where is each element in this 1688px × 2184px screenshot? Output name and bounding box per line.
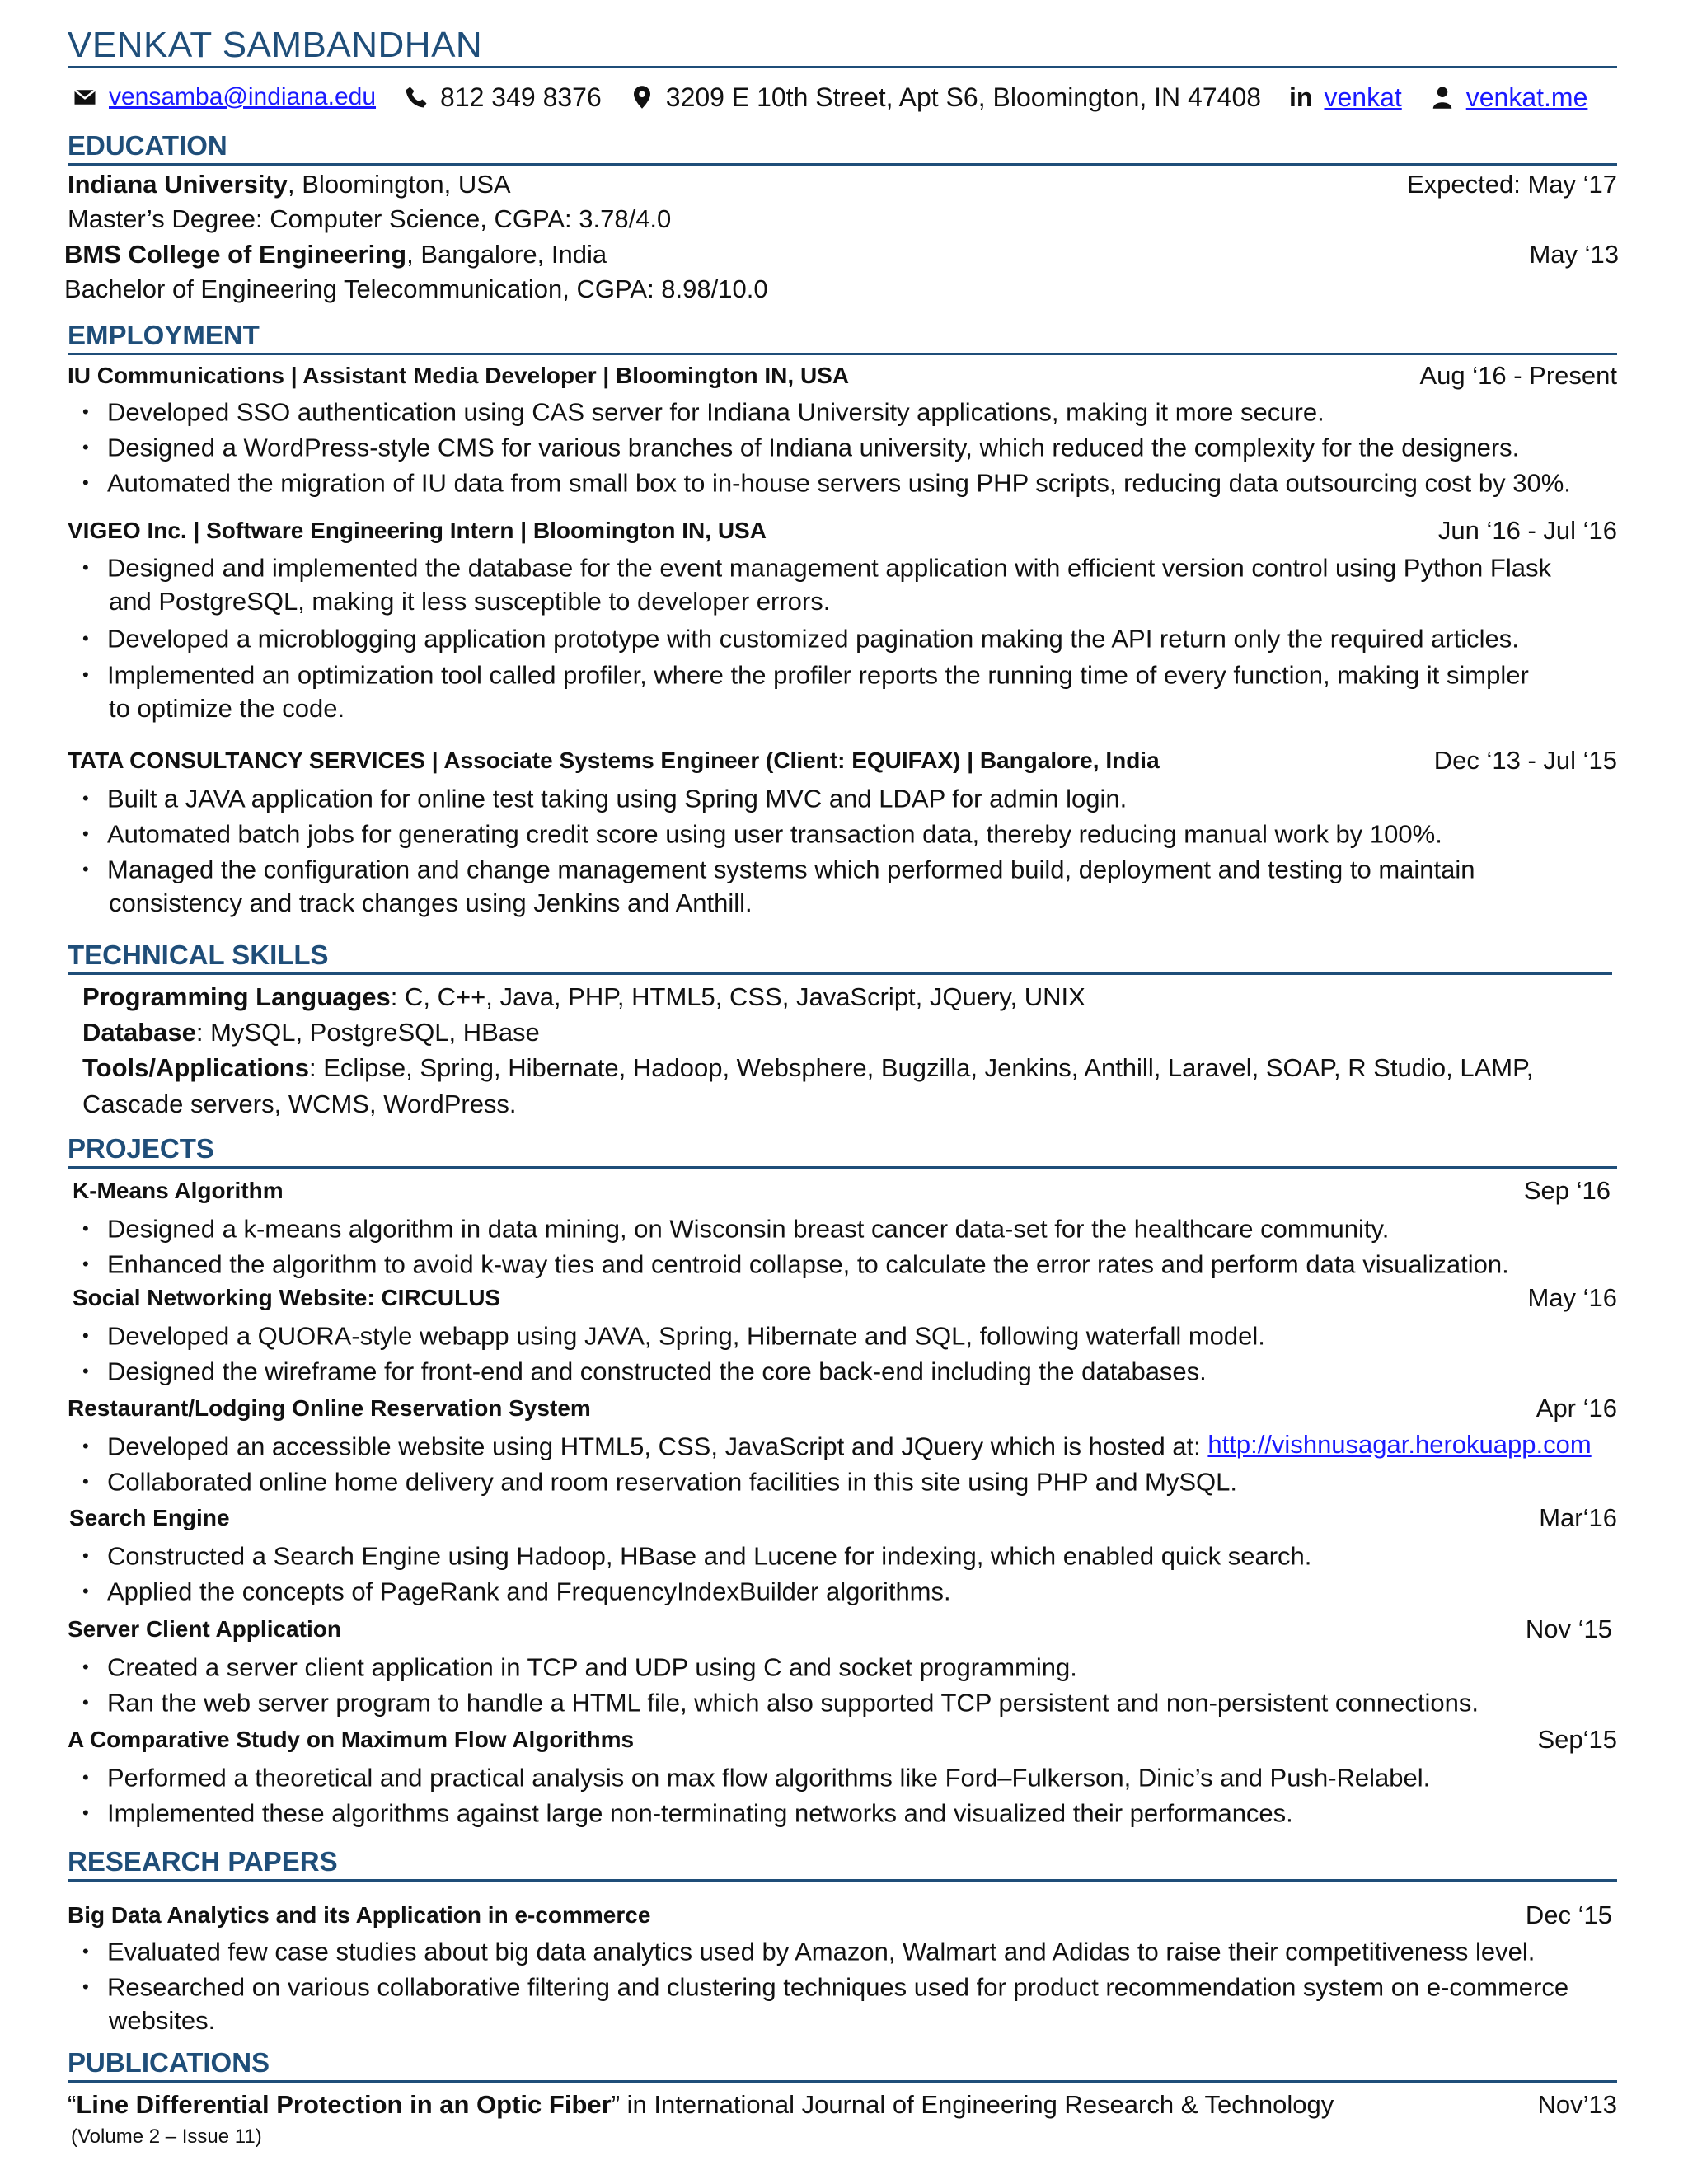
list-item: • Designed and implemented the database for the event management application with efficient version control using Python Flask [82,553,1551,583]
skill-row-database: Database: MySQL, PostgreSQL, HBase [82,1018,540,1047]
job-title: VIGEO Inc. | Software Engineering Intern | Bloomington IN, USA [68,518,767,543]
list-item: • Developed a microblogging application prototype with customized pagination making the API return only the required articles. [82,624,1519,654]
research-heading: Big Data Analytics and its Application in e-commerce Dec ‘15 [68,1900,1612,1929]
list-item: • Evaluated few case studies about big data analytics used by Amazon, Walmart and Adidas to raise their competitiveness level. [82,1937,1536,1966]
list-item-continuation: websites. [109,2006,216,2035]
list-item: • Automated the migration of IU data from small box to in-house servers using PHP scripts, reducing data outsourcing cost by 30%. [82,468,1571,498]
list-item: • Designed a WordPress-style CMS for various branches of Indiana university, which reduced the complexity for the designers. [82,433,1520,462]
list-item: • Designed a k-means algorithm in data mining, on Wisconsin breast cancer data-set for the healthcare community. [82,1214,1390,1244]
job-heading [68,359,1617,392]
list-item: • Created a server client application in TCP and UDP using C and socket programming. [82,1652,1077,1682]
contact-bar [73,79,1622,115]
list-item: • Built a JAVA application for online test taking using Spring MVC and LDAP for admin login. [82,784,1128,813]
project-heading: Server Client Application Nov ‘15 [68,1615,1612,1643]
list-item: • Ran the web server program to handle a HTML file, which also supported TCP persistent and non-persistent connections. [82,1688,1479,1718]
job-heading [68,744,1617,777]
job-date: Aug ‘16 - Present [1419,361,1617,390]
hosted-site-link[interactable]: http://vishnusagar.herokuapp.com [1207,1430,1592,1459]
school-name: Indiana University [68,170,288,199]
job-title: TATA CONSULTANCY SERVICES | Associate Systems Engineer (Client: EQUIFAX) | Bangalore, India [68,748,1160,773]
section-publications-title: PUBLICATIONS [68,2047,1617,2083]
list-item-continuation: and PostgreSQL, making it less susceptible to developer errors. [109,587,831,616]
skill-row-continuation: Cascade servers, WCMS, WordPress. [82,1090,517,1118]
map-pin-icon [630,85,654,110]
section-projects-title: PROJECTS [68,1133,1617,1169]
linkedin-icon: in [1289,82,1313,112]
publication-row: “Line Differential Protection in an Optic Fiber” in International Journal of Engineering Research & Technology Nov’13 [68,2088,1617,2121]
publication-date: Nov’13 [1537,2090,1617,2119]
list-item: • Implemented an optimization tool called profiler, where the profiler reports the running time of every function, making it simpler [82,660,1529,690]
list-item-continuation: to optimize the code. [109,694,345,723]
project-heading: Restaurant/Lodging Online Reservation System Apr ‘16 [68,1394,1617,1422]
project-heading: A Comparative Study on Maximum Flow Algorithms Sep‘15 [68,1725,1617,1754]
job-title: IU Communications | Assistant Media Developer | Bloomington IN, USA [68,363,850,388]
list-item: • Researched on various collaborative filtering and clustering techniques used for product recommendation system on e-commerce [82,1972,1569,2002]
candidate-name: VENKAT SAMBANDHAN [68,25,483,65]
contact-address [630,82,1261,113]
list-item: • Developed a QUORA-style webapp using JAVA, Spring, Hibernate and SQL, following waterfall model. [82,1321,1265,1351]
section-employment-title: EMPLOYMENT [68,320,1617,355]
section-education-title: EDUCATION [68,130,1617,166]
contact-linkedin [1289,82,1402,113]
list-item: • Managed the configuration and change management systems which performed build, deployment and testing to maintain [82,855,1475,884]
section-research-title: RESEARCH PAPERS [68,1846,1617,1882]
publication-volume: (Volume 2 – Issue 11) [71,2125,262,2148]
linkedin-link[interactable]: venkat [1324,82,1402,112]
user-icon [1430,85,1455,110]
address-text: 3209 E 10th Street, Apt S6, Bloomington, IN 47408 [665,82,1262,112]
list-item: • Developed SSO authentication using CAS server for Indiana University applications, making it more secure. [82,397,1325,427]
list-item: • Designed the wireframe for front-end and constructed the core back-end including the databases. [82,1357,1207,1386]
phone-icon [404,85,429,110]
job-heading [68,514,1617,547]
project-heading: Social Networking Website: CIRCULUS May ‘16 [73,1283,1617,1312]
name-rule [68,66,1617,68]
degree-text: Bachelor of Engineering Telecommunication, CGPA: 8.98/10.0 [64,274,768,303]
education-row-1 [68,168,1617,201]
project-heading: Search Engine Mar‘16 [69,1503,1617,1532]
list-item: • Collaborated online home delivery and room reservation facilities in this site using PHP and MySQL. [82,1467,1238,1497]
list-item: • Developed an accessible website using HTML5, CSS, JavaScript and JQuery which is hosted at: http://vishnusagar.herokuapp.com [82,1430,1592,1461]
contact-website [1430,82,1588,113]
education-date: Expected: May ‘17 [1406,170,1617,199]
list-item-continuation: consistency and track changes using Jenkins and Anthill. [109,888,753,917]
list-item: • Constructed a Search Engine using Hadoop, HBase and Lucene for indexing, which enabled quick search. [82,1541,1312,1571]
list-item: • Applied the concepts of PageRank and FrequencyIndexBuilder algorithms. [82,1577,951,1606]
list-item: • Enhanced the algorithm to avoid k-way ties and centroid collapse, to calculate the error rates and perform data visualization. [82,1249,1509,1279]
publication-title: Line Differential Protection in an Optic Fiber [76,2090,612,2119]
skill-row-tools: Tools/Applications: Eclipse, Spring, Hibernate, Hadoop, Websphere, Bugzilla, Jenkins, Anthill, Laravel, SOAP, R Studio, LAMP, [82,1053,1534,1082]
section-skills-title: TECHNICAL SKILLS [68,940,1612,975]
education-date: May ‘13 [1529,240,1619,269]
contact-phone [404,82,602,113]
job-date: Jun ‘16 - Jul ‘16 [1437,516,1617,545]
list-item: • Automated batch jobs for generating credit score using user transaction data, thereby reducing manual work by 100%. [82,819,1442,849]
envelope-icon [73,85,97,110]
school-name: BMS College of Engineering [64,240,407,269]
email-link[interactable]: vensamba@indiana.edu [109,83,377,110]
phone-number: 812 349 8376 [440,82,602,112]
skill-row-programming: Programming Languages: C, C++, Java, PHP, HTML5, CSS, JavaScript, JQuery, UNIX [82,982,1085,1011]
list-item: • Implemented these algorithms against large non-terminating networks and visualized their performances. [82,1798,1293,1828]
education-row-2 [64,238,1619,271]
contact-email [73,83,376,111]
list-item: • Performed a theoretical and practical analysis on max flow algorithms like Ford–Fulkerson, Dinic’s and Push-Relabel. [82,1763,1431,1793]
degree-text: Master’s Degree: Computer Science, CGPA: 3.78/4.0 [68,204,672,233]
school-location: , Bloomington, USA [288,170,511,199]
website-link[interactable]: venkat.me [1465,82,1588,112]
project-heading: K-Means Algorithm Sep ‘16 [73,1176,1611,1205]
school-location: , Bangalore, India [406,240,607,269]
job-date: Dec ‘13 - Jul ‘15 [1433,746,1617,775]
